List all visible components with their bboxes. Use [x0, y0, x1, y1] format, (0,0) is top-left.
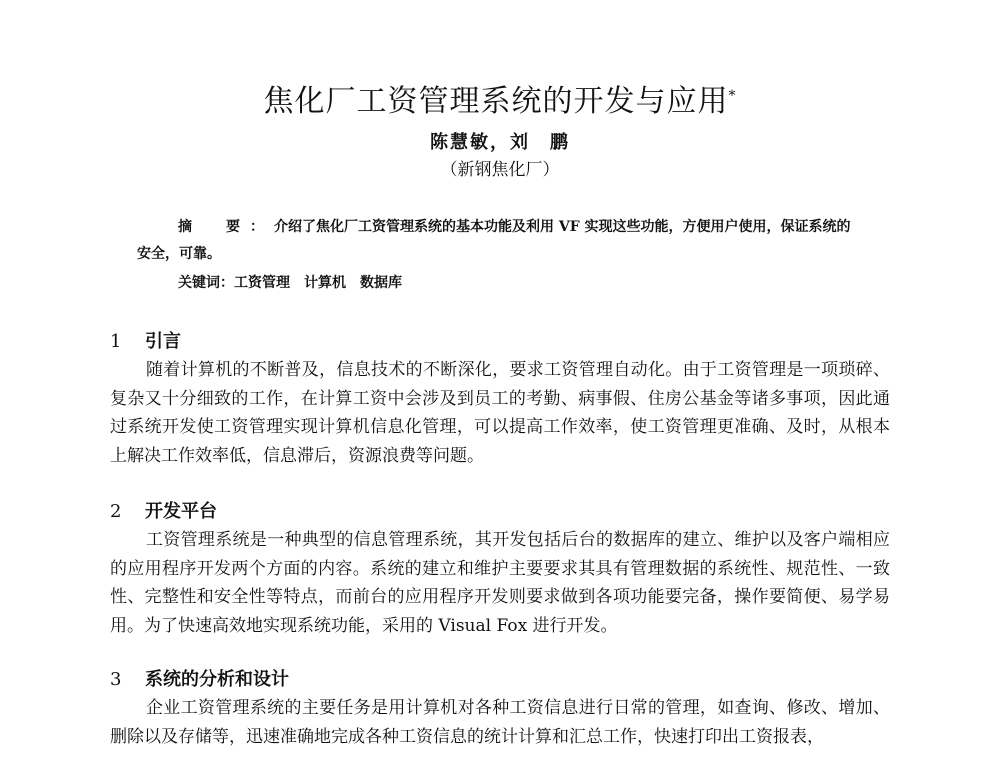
- abstract-text: 介绍了焦化厂工资管理系统的基本功能及利用 VF 实现这些功能，方便用户使用，保证系统的安全，可靠。: [137, 219, 851, 262]
- keyword: 工资管理: [234, 275, 290, 291]
- section-number: 1: [110, 331, 122, 352]
- paper-title-text: 焦化厂工资管理系统的开发与应用: [263, 84, 729, 119]
- authors: 陈慧敏，刘 鹏: [430, 132, 570, 153]
- section-platform: [110, 499, 890, 640]
- section-paragraph: 企业工资管理系统的主要任务是用计算机对各种工资信息进行日常的管理，如查询、修改、增加、删除以及存储等，迅速准确地完成各种工资信息的统计计算和汇总工作，快速打印出工资报表，: [110, 698, 890, 747]
- section-title: 开发平台: [145, 501, 217, 522]
- section-title: 引言: [145, 331, 181, 352]
- section-paragraph: 工资管理系统是一种典型的信息管理系统，其开发包括后台的数据库的建立、维护以及客户端相应的应用程序开发两个方面的内容。系统的建立和维护主要要求其具有管理数据的系统性、规范性、一致性、完整性和安全性等特点，而前台的应用程序开发则要求做到各项功能要完备，操作要简便、易学易用。为了快速高效地实现系统功能，采用的 Visual Fox 进行开发。: [110, 530, 890, 636]
- section-introduction: [110, 329, 890, 470]
- section-heading: [110, 667, 890, 693]
- keyword: 数据库: [360, 275, 402, 291]
- section-analysis-design: [110, 667, 890, 751]
- paper-title: [0, 84, 1000, 120]
- keywords-label: 关键词：: [178, 275, 234, 291]
- abstract: [137, 214, 857, 268]
- section-title: 系统的分析和设计: [145, 669, 289, 690]
- abstract-body: [137, 214, 857, 268]
- keyword: 计算机: [304, 275, 346, 291]
- section-heading: [110, 329, 890, 355]
- section-number: 3: [110, 669, 122, 690]
- keywords: [178, 271, 416, 295]
- section-paragraph: 随着计算机的不断普及，信息技术的不断深化，要求工资管理自动化。由于工资管理是一项琐碎、复杂又十分细致的工作，在计算工资中会涉及到员工的考勤、病事假、住房公基金等诸多事项，因此通过系统开发使工资管理实现计算机信息化管理，可以提高工作效率，使工资管理更准确、及时，从根本上解决工作效率低，信息滞后，资源浪费等问题。: [110, 360, 890, 466]
- abstract-label: 摘 要：: [178, 219, 274, 235]
- section-heading: [110, 499, 890, 525]
- section-number: 2: [110, 501, 122, 522]
- affiliation: （新钢焦化厂）: [440, 160, 560, 180]
- title-footnote-mark: *: [728, 88, 737, 104]
